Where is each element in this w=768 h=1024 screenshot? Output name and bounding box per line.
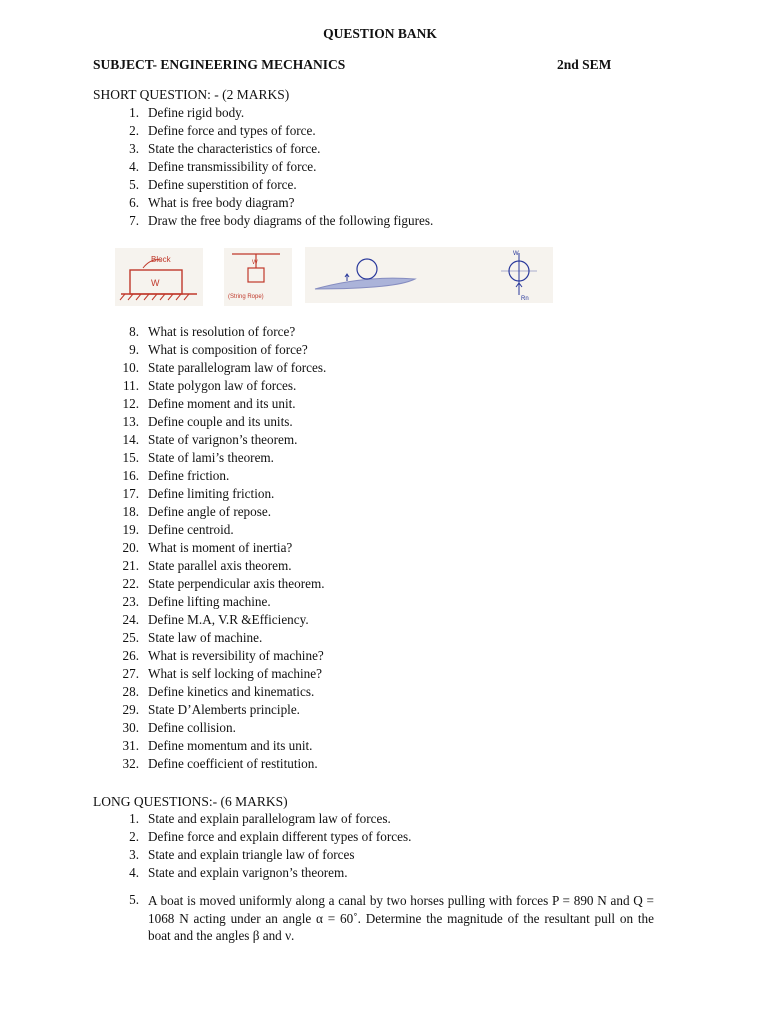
list-item: 8. What is resolution of force? [129,324,296,339]
long-questions-list [111,810,671,882]
list-item: 3. State the characteristics of force. [129,141,321,156]
list-item: 28. Define kinetics and kinematics. [122,684,315,699]
semester-label: 2nd SEM [557,57,612,72]
list-item: 23. Define lifting machine. [122,594,271,609]
list-item: 27. What is self locking of machine? [122,666,322,681]
list-item: 22. State perpendicular axis theorem. [122,576,325,591]
list-item: 14. State of varignon’s theorem. [122,432,298,447]
long-question-5-text: A boat is moved uniformly along a canal by two horses pulling with forces P = 890 N and Q = 1068 N acting under an angle α = 60˚. Determine the magnitude of the resultant pull on the boat and the angles β and ν. [148,893,654,943]
list-item: 15. State of lami’s theorem. [122,450,274,465]
list-item: 31. Define momentum and its unit. [122,738,313,753]
list-item: 11. State polygon law of forces. [123,378,297,393]
list-item: 4. State and explain varignon’s theorem. [129,865,348,880]
block-on-ground-figure [115,248,203,306]
list-item: 30. Define collision. [122,720,236,735]
list-item: 4. Define transmissibility of force. [129,159,317,174]
list-item: 16. Define friction. [122,468,230,483]
list-item: 13. Define couple and its units. [122,414,293,429]
list-item: 1. State and explain parallelogram law of forces. [129,811,391,826]
ball-on-surface-figure [305,247,553,303]
list-item: 24. Define M.A, V.R &Efficiency. [122,612,309,627]
list-item: 21. State parallel axis theorem. [122,558,292,573]
list-item: 12. Define moment and its unit. [122,396,296,411]
list-item: 6. What is free body diagram? [129,195,295,210]
list-item: 20. What is moment of inertia? [122,540,293,555]
list-item: 2. Define force and types of force. [129,123,316,138]
list-number: 5. [129,892,139,907]
svg-text:W: W [513,251,519,257]
list-item: 32. Define coefficient of restitution. [122,756,318,771]
list-item: 18. Define angle of repose. [122,504,272,519]
block-label: Block [151,255,171,264]
weight-label: W [151,278,160,288]
short-questions-list-b [111,323,671,773]
short-questions-list-a [111,104,671,230]
short-questions-heading: SHORT QUESTION: - (2 MARKS) [93,87,290,102]
hanging-block-figure [224,248,292,306]
page-title: QUESTION BANK [323,26,437,41]
list-item: 17. Define limiting friction. [122,486,275,501]
list-item: 19. Define centroid. [122,522,234,537]
list-item: 2. Define force and explain different types of forces. [129,829,412,844]
svg-text:W: W [252,260,258,266]
list-item: 10. State parallelogram law of forces. [122,360,327,375]
reaction-label: Rn [521,296,529,302]
string-label: (String Rope) [228,294,264,300]
subject-line: SUBJECT- ENGINEERING MECHANICS [93,57,346,72]
list-item: 5. Define superstition of force. [129,177,297,192]
list-item: 7. Draw the free body diagrams of the following figures. [129,213,434,228]
list-item: 25. State law of machine. [122,630,263,645]
list-item: 1. Define rigid body. [129,105,245,120]
list-item: 9. What is composition of force? [129,342,308,357]
long-questions-heading: LONG QUESTIONS:- (6 MARKS) [93,794,288,809]
ball-shape [357,259,377,279]
list-item: 29. State D’Alemberts principle. [122,702,300,717]
list-item: 3. State and explain triangle law of forces [129,847,355,862]
list-item: 26. What is reversibility of machine? [122,648,324,663]
